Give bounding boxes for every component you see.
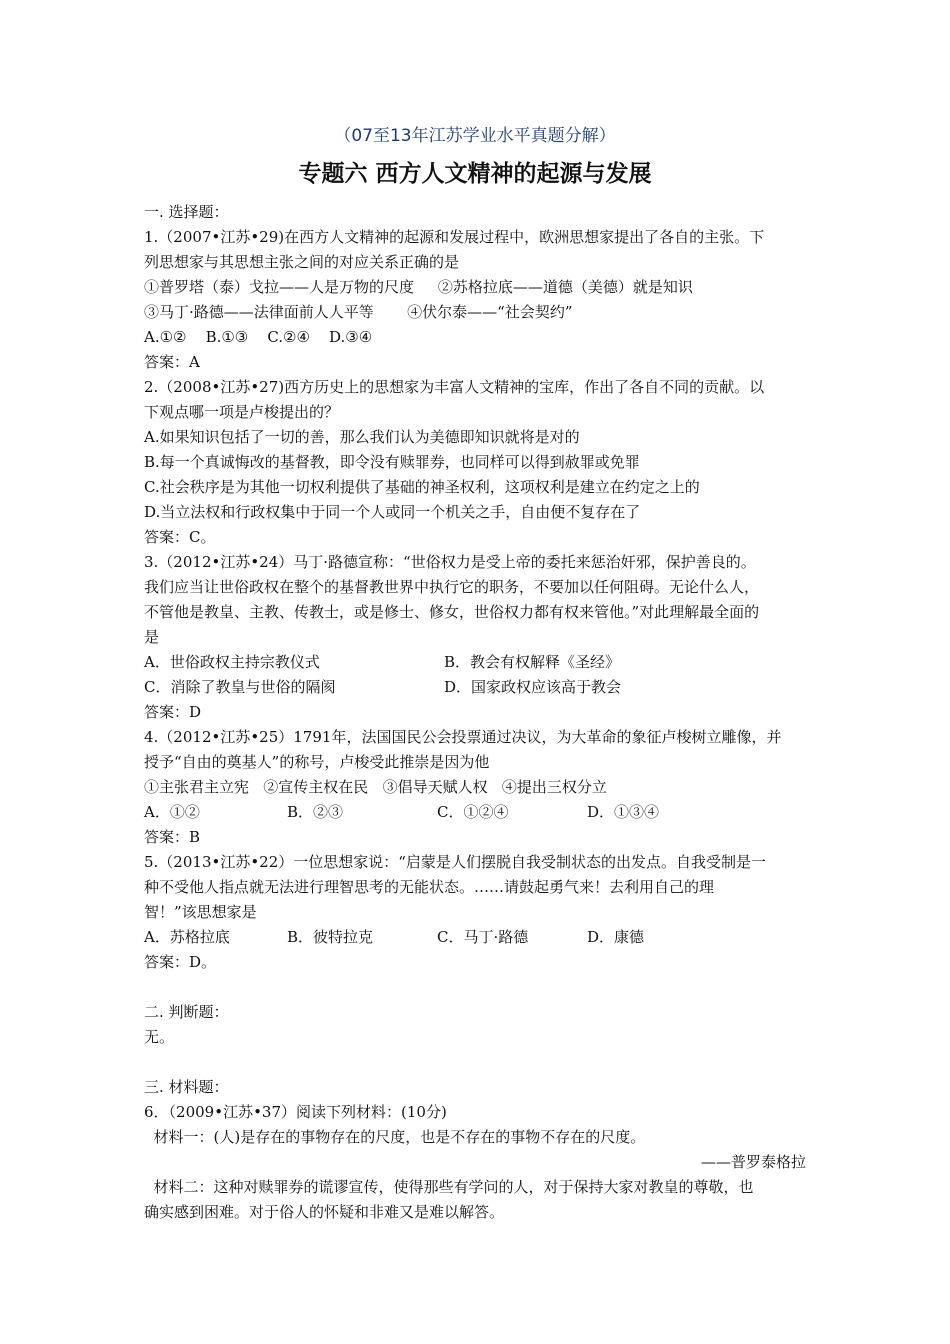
q3-option-c: C．消除了教皇与世俗的隔阂 (144, 678, 336, 696)
q2-stem-line-1: 2.（2008•江苏•27)西方历史上的思想家为丰富人文精神的宝库，作出了各自不同的贡献。以 (144, 378, 765, 396)
q5-stem-line-3: 智！”该思想家是 (144, 903, 257, 921)
q3-stem-line-1: 3.（2012•江苏•24）马丁·路德宣称：“世俗权力是受上帝的委托来惩治奸邪，保护善良的。 (144, 553, 756, 571)
q5-options-row (144, 925, 814, 950)
q1-options: A.①② B.①③ C.②④ D.③④ (144, 328, 373, 346)
q4-answer: 答案：B (144, 828, 201, 846)
q1-stem-line-2: 列思想家与其思想主张之间的对应关系正确的是 (144, 253, 460, 271)
q3-option-b: B．教会有权解释《圣经》 (444, 653, 621, 671)
q5-option-d: D．康德 (587, 928, 645, 946)
q6-material-2-line-2: 确实感到困难。对于俗人的怀疑和非难又是难以解答。 (144, 1203, 505, 1221)
q5-answer: 答案：D。 (144, 953, 217, 971)
q2-option-d: D.当立法权和行政权集中于同一个人或同一个机关之手，自由便不复存在了 (144, 503, 641, 521)
q3-option-a: A．世俗政权主持宗教仪式 (144, 653, 320, 671)
q6-stem: 6．（2009•江苏•37）阅读下列材料：(10分) (144, 1103, 447, 1121)
q6-material-1-source: ——普罗泰格拉 (700, 1153, 806, 1171)
q3-option-d: D．国家政权应该高于教会 (444, 678, 622, 696)
section-heading-material: 三. 材料题： (144, 1078, 229, 1096)
q2-answer: 答案：C。 (144, 528, 216, 546)
q4-option-c: C．①②④ (437, 803, 509, 821)
q4-option-d: D．①③④ (587, 803, 660, 821)
q1-stem-line-1: 1.（2007•江苏•29)在西方人文精神的起源和发展过程中，欧洲思想家提出了各自的主张。下 (144, 228, 765, 246)
q1-item-line-1: ①普罗塔（泰）戈拉——人是万物的尺度 ②苏格拉底——道德（美德）就是知识 (144, 278, 693, 296)
q1-item-line-2: ③马丁·路德——法律面前人人平等 ④伏尔泰——“社会契约” (144, 303, 573, 321)
q2-stem-line-2: 下观点哪一项是卢梭提出的？ (144, 403, 340, 421)
q6-material-1: 材料一：(人)是存在的事物存在的尺度，也是不存在的事物不存在的尺度。 (144, 1128, 646, 1146)
q5-option-a: A．苏格拉底 (144, 928, 230, 946)
section2-body: 无。 (144, 1028, 175, 1046)
section-heading-choice: 一. 选择题： (144, 203, 229, 221)
q3-stem-line-2: 我们应当让世俗政权在整个的基督教世界中执行它的职务，不要加以任何阻碍。无论什么人， (144, 578, 760, 596)
q3-stem-line-4: 是 (144, 628, 160, 646)
q1-answer: 答案：A (144, 353, 200, 371)
document-title: 专题六 西方人文精神的起源与发展 (298, 161, 652, 187)
section-heading-judgement: 二. 判断题： (144, 1003, 229, 1021)
q5-option-b: B．彼特拉克 (287, 928, 374, 946)
q2-option-b: B.每一个真诚悔改的基督教，即令没有赎罪券，也同样可以得到赦罪或免罪 (144, 453, 640, 471)
q3-stem-line-3: 不管他是教皇、主教、传教士，或是修士、修女，世俗权力都有权来管他。”对此理解最全面的 (144, 603, 760, 621)
q4-options-row (144, 800, 814, 825)
q5-option-c: C．马丁·路德 (437, 928, 529, 946)
q3-options-row-1 (144, 650, 814, 675)
q2-option-a: A.如果知识包括了一切的善，那么我们认为美德即知识就将是对的 (144, 428, 580, 446)
q4-stem-line-2: 授予“自由的奠基人”的称号，卢梭受此推崇是因为他 (144, 753, 490, 771)
document-subtitle: （07至13年江苏学业水平真题分解） (334, 126, 616, 146)
q3-answer: 答案：D (144, 703, 202, 721)
q6-material-2-line-1: 材料二：这种对赎罪券的谎谬宣传，使得那些有学问的人，对于保持大家对教皇的尊敬，也 (144, 1178, 754, 1196)
q4-option-a: A．①② (144, 803, 200, 821)
q2-option-c: C.社会秩序是为其他一切权利提供了基础的神圣权利，这项权利是建立在约定之上的 (144, 478, 700, 496)
q4-option-b: B．②③ (287, 803, 344, 821)
q3-options-row-2 (144, 675, 814, 700)
q5-stem-line-1: 5.（2013•江苏•22）一位思想家说：“启蒙是人们摆脱自我受制状态的出发点。自我受制是一 (144, 853, 766, 871)
q4-stem-line-1: 4.（2012•江苏•25）1791年，法国国民公会投票通过决议，为大革命的象征卢梭树立雕像，并 (144, 728, 782, 746)
q5-stem-line-2: 种不受他人指点就无法进行理智思考的无能状态。……请鼓起勇气来！去利用自己的理 (144, 878, 715, 896)
q4-items: ①主张君主立宪 ②宣传主权在民 ③倡导天赋人权 ④提出三权分立 (144, 778, 607, 796)
